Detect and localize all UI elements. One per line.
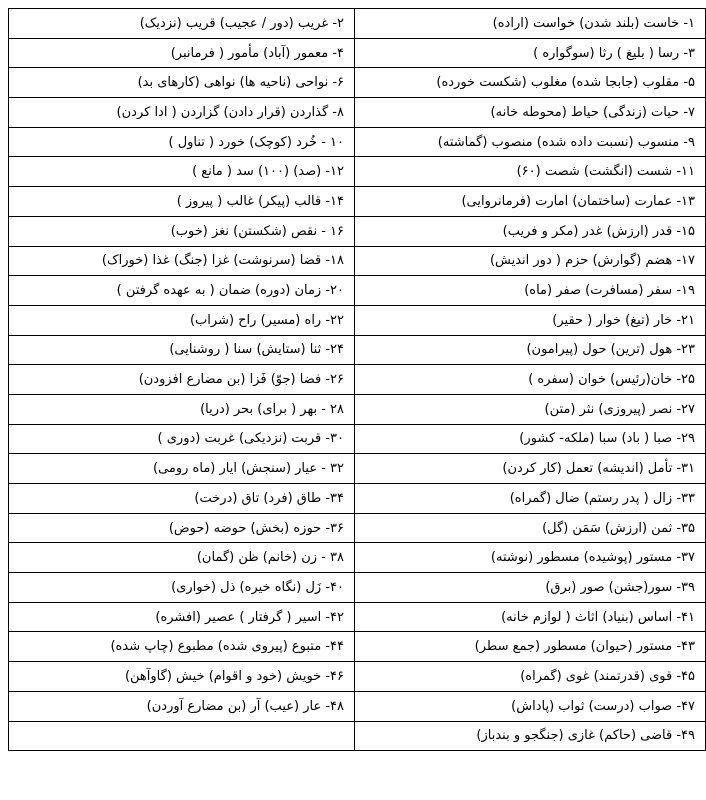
- table-cell-right: ۴۷- صواب (درست) ثواب (پاداش): [355, 691, 706, 721]
- table-cell-left: ۳۰- قربت (نزدیکی) غربت (دوری ): [9, 424, 355, 454]
- table-row: [9, 602, 706, 632]
- table-cell-left: ۳۶- حوزه (بخش) حوضه (حوض): [9, 513, 355, 543]
- table-cell-right: ۱۵- قدر (ارزش) غدر (مکر و فریب): [355, 216, 706, 246]
- table-cell-left: ۱۴- قالب (پیکر) غالب ( پیروز ): [9, 187, 355, 217]
- table-cell-left: ۳۸ - زن (خانم) ظن (گمان): [9, 543, 355, 573]
- table-cell-left: ۱۲- (صد) (۱۰۰) سد ( مانع ): [9, 157, 355, 187]
- table-cell-right: ۳۱- تأمل (اندیشه) تعمل (کار کردن): [355, 454, 706, 484]
- table-cell-right: ۱- خاست (بلند شدن) خواست (اراده): [355, 9, 706, 39]
- table-cell-left: ۳۲ - عیار (سنجش) ایار (ماه رومی): [9, 454, 355, 484]
- table-cell-right: ۲۱- خار (تیغ) خوار ( حقیر): [355, 305, 706, 335]
- table-cell-right: ۴۹- قاضی (حاکم) غازی (جنگجو و بندباز): [355, 721, 706, 751]
- table-row: [9, 246, 706, 276]
- table-cell-left: ۴۰- زَل (نگاه خیره) ذل (خواری): [9, 573, 355, 603]
- table-cell-right: ۱۱- شست (انگشت) شصت (۶۰): [355, 157, 706, 187]
- table-row: [9, 9, 706, 39]
- table-cell-left: ۲۲- راه (مسیر) راح (شراب): [9, 305, 355, 335]
- homophones-table: [8, 8, 706, 751]
- table-row: [9, 513, 706, 543]
- table-cell-right: ۱۷- هضم (گوارش) حزم ( دور اندیش): [355, 246, 706, 276]
- table-row: [9, 305, 706, 335]
- table-cell-left: ۶- نواحی (ناحیه ها) نواهی (کارهای بد): [9, 68, 355, 98]
- table-cell-left: ۴۴- متبوع (پیروی شده) مطبوع (چاپ شده): [9, 632, 355, 662]
- table-cell-left: ۲۶- فضا (جوّ) فَزا (بن مضارع افزودن): [9, 365, 355, 395]
- table-cell-right: ۴۵- قوی (قدرتمند) غوی (گمراه): [355, 662, 706, 692]
- table-row: [9, 216, 706, 246]
- table-row: [9, 187, 706, 217]
- table-row: [9, 365, 706, 395]
- table-cell-right: ۱۹- سفر (مسافرت) صفر (ماه): [355, 276, 706, 306]
- table-cell-left: ۱۰ - خُرد (کوچک) خورد ( تناول ): [9, 127, 355, 157]
- table-cell-right: ۷- حیات (زندگی) حیاط (محوطه خانه): [355, 98, 706, 128]
- table-cell-left: ۲۸ - بهر ( برای) بحر (دریا): [9, 394, 355, 424]
- table-cell-left: ۲- غریب (دور / عجیب) قریب (نزدیک): [9, 9, 355, 39]
- table-cell-right: ۳- رسا ( بلیغ ) رثا (سوگواره ): [355, 38, 706, 68]
- table-row: [9, 98, 706, 128]
- table-cell-right: ۱۳- عمارت (ساختمان) امارت (فرمانروایی): [355, 187, 706, 217]
- table-row: [9, 38, 706, 68]
- table-cell-left: ۳۴- طاق (فرد) تاق (درخت): [9, 484, 355, 514]
- table-cell-left: ۸- گذاردن (قرار دادن) گزاردن ( ادا کردن): [9, 98, 355, 128]
- table-cell-left: ۲۴- ثنا (ستایش) سنا ( روشنایی): [9, 335, 355, 365]
- table-cell-right: ۵- مقلوب (جابجا شده) مغلوب (شکست خورده): [355, 68, 706, 98]
- table-cell-right: ۳۹- سور(جشن) صور (برق): [355, 573, 706, 603]
- table-cell-right: ۴۳- مستور (حیوان) مسطور (جمع سطر): [355, 632, 706, 662]
- table-cell-left: [9, 721, 355, 751]
- table-row: [9, 127, 706, 157]
- table-row: [9, 157, 706, 187]
- table-cell-left: ۲۰- زمان (دوره) ضمان ( به عهده گرفتن ): [9, 276, 355, 306]
- table-row: [9, 276, 706, 306]
- table-cell-left: ۴- معمور (آباد) مأمور ( فرمانبر): [9, 38, 355, 68]
- table-cell-right: ۳۵- ثمن (ارزش) سَمَن (گل): [355, 513, 706, 543]
- table-cell-right: ۴۱- اساس (بنیاد) اثاث ( لوازم خانه): [355, 602, 706, 632]
- table-cell-right: ۹- منسوب (نسبت داده شده) منصوب (گماشته): [355, 127, 706, 157]
- table-cell-right: ۳۳- زال ( پدر رستم) ضال (گمراه): [355, 484, 706, 514]
- table-cell-left: ۴۲- اسیر ( گرفتار ) عصیر (افشره): [9, 602, 355, 632]
- table-row: [9, 721, 706, 751]
- table-cell-left: ۱۶ - نقص (شکستن) نغز (خوب): [9, 216, 355, 246]
- table-row: [9, 454, 706, 484]
- table-row: [9, 424, 706, 454]
- table-cell-right: ۲۵- خان(رئیس) خوان (سفره ): [355, 365, 706, 395]
- table-row: [9, 632, 706, 662]
- table-row: [9, 543, 706, 573]
- table-cell-right: ۲۷- نصر (پیروزی) نثر (متن): [355, 394, 706, 424]
- table-cell-left: ۴۸- عار (عیب) آر (بن مضارع آوردن): [9, 691, 355, 721]
- table-cell-left: ۴۶- خویش (خود و اقوام) خیش (گاوآهن): [9, 662, 355, 692]
- table-row: [9, 394, 706, 424]
- table-row: [9, 484, 706, 514]
- table-cell-right: ۲۹- صبا ( باد) سبا (ملکه- کشور): [355, 424, 706, 454]
- table-row: [9, 662, 706, 692]
- table-row: [9, 691, 706, 721]
- table-row: [9, 335, 706, 365]
- homophones-table-container: [8, 8, 695, 751]
- table-cell-right: ۲۳- هول (ترین) حول (پیرامون): [355, 335, 706, 365]
- table-cell-right: ۳۷- مستور (پوشیده) مسطور (نوشته): [355, 543, 706, 573]
- table-row: [9, 573, 706, 603]
- table-body: [9, 9, 706, 751]
- table-cell-left: ۱۸- قضا (سرنوشت) غزا (جنگ) غذا (خوراک): [9, 246, 355, 276]
- table-row: [9, 68, 706, 98]
